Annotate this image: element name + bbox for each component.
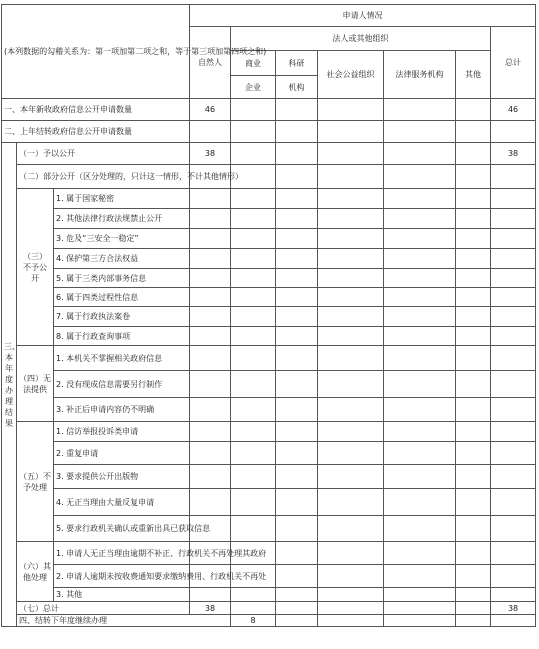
other-group-text: （六）其他处理 — [19, 561, 51, 582]
table-row — [2, 209, 536, 229]
row-label: 1. 信访举报投诉类申请 — [54, 422, 190, 442]
row-label: 8. 属于行政查询事项 — [54, 327, 190, 346]
table-row — [2, 442, 536, 465]
research-header: 科研 — [276, 51, 318, 76]
table-row — [2, 143, 536, 165]
unable-group-label — [17, 346, 54, 422]
table-row — [2, 565, 536, 588]
legal-person-group-header: 法人或其他组织 — [231, 27, 491, 51]
row-label: 4. 无正当理由大量反复申请 — [54, 489, 190, 516]
table-row — [2, 516, 536, 542]
row-label: 3. 危及“三安全一稳定” — [54, 229, 190, 249]
row-label: 1. 本机关不掌握相关政府信息 — [54, 346, 190, 371]
table-row — [2, 121, 536, 143]
commercial-header: 商业 — [231, 51, 276, 76]
table-row — [2, 422, 536, 442]
row-label: 2. 申请人逾期未按收费通知要求缴纳费用、行政机关不再处 — [54, 565, 190, 588]
row-label: 1. 属于国家秘密 — [54, 189, 190, 209]
row-label: （一）予以公开 — [17, 143, 190, 165]
disclosure-statistics-table — [1, 4, 536, 627]
total-value: 38 — [491, 143, 536, 165]
institution-header: 机构 — [276, 76, 318, 99]
row-label: 2. 重复申请 — [54, 442, 190, 465]
total-value: 46 — [491, 99, 536, 121]
row-label: （七）总计 — [17, 602, 190, 615]
table-row — [2, 465, 536, 489]
table-row — [2, 288, 536, 307]
other-org-header: 其他 — [456, 51, 491, 99]
total-header: 总计 — [491, 27, 536, 99]
table-row — [2, 602, 536, 615]
natural-value: 38 — [190, 143, 231, 165]
table-row — [2, 307, 536, 327]
natural-value: 38 — [190, 602, 231, 615]
row-label: 3. 其他 — [54, 588, 190, 602]
unable-group-text: （四）无法提供 — [19, 373, 51, 394]
row-label: 5. 属于三类内部事务信息 — [54, 269, 190, 288]
enterprise-header: 企业 — [231, 76, 276, 99]
table-row — [2, 327, 536, 346]
applicant-situation-header: 申请人情况 — [190, 5, 536, 27]
header-note: (本列数据的勾稽关系为：第一项加第二项之和，等于第三项加第四项之和) — [2, 5, 190, 99]
social-welfare-header: 社会公益组织 — [318, 51, 384, 99]
table-row — [2, 398, 536, 422]
table-row — [2, 229, 536, 249]
row-label: 二、上年结转政府信息公开申请数量 — [2, 121, 190, 143]
nondisclose-group-label — [17, 189, 54, 346]
table-row — [2, 371, 536, 398]
table-row — [2, 249, 536, 269]
total-value: 38 — [491, 602, 536, 615]
table-row — [2, 542, 536, 565]
row-label: 4. 保护第三方合法权益 — [54, 249, 190, 269]
natural-value: 46 — [190, 99, 231, 121]
table-row — [2, 489, 536, 516]
row-label: 四、结转下年度继续办理 — [17, 615, 231, 627]
table-row — [2, 99, 536, 121]
row-label: 6. 属于四类过程性信息 — [54, 288, 190, 307]
row-label: （二）部分公开（区分处理的，只计这一情形，不计其他情形） — [17, 165, 190, 189]
section-3-label — [2, 143, 20, 627]
row-label: 7. 属于行政执法案卷 — [54, 307, 190, 327]
other-group-label — [17, 542, 54, 602]
row-label: 一、本年新收政府信息公开申请数量 — [2, 99, 190, 121]
natural-person-header: 自然人 — [190, 27, 231, 99]
table-row — [2, 615, 536, 627]
noprocess-group-text: （五）不予处理 — [19, 471, 51, 492]
nondisclose-group-text: （三）不予公开 — [23, 251, 47, 283]
noprocess-group-label — [17, 422, 54, 542]
section-3-text: 三、本年度办理结果 — [4, 341, 20, 428]
row-label: 1. 申请人无正当理由逾期不补正、行政机关不再处理其政府 — [54, 542, 190, 565]
row-label: 3. 补正后申请内容仍不明确 — [54, 398, 190, 422]
table-row — [2, 346, 536, 371]
row-label: 2. 其他法律行政法规禁止公开 — [54, 209, 190, 229]
row-label: 5. 要求行政机关确认或重新出具已获取信息 — [54, 516, 190, 542]
table-row — [2, 269, 536, 288]
legal-service-header: 法律服务机构 — [384, 51, 456, 99]
row-label: 3. 要求提供公开出版物 — [54, 465, 190, 489]
table-row — [2, 189, 536, 209]
row-label: 2. 没有现成信息需要另行制作 — [54, 371, 190, 398]
table-row — [2, 165, 536, 189]
table-row — [2, 588, 536, 602]
natural-value: 8 — [231, 615, 276, 627]
